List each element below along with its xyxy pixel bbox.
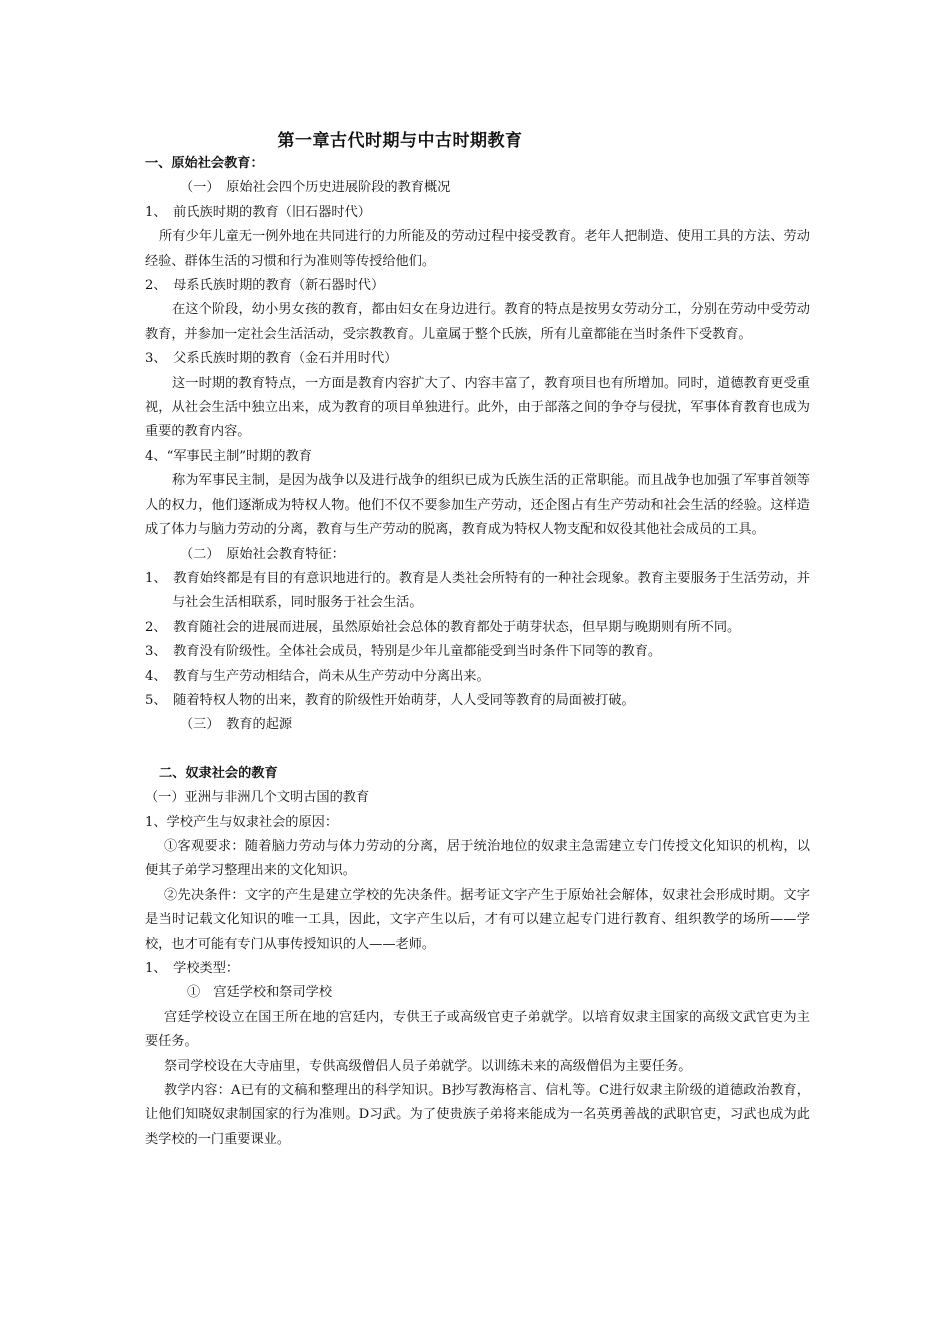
- subsection-heading: （二） 原始社会教育特征：: [180, 546, 345, 562]
- spacer: [145, 738, 810, 762]
- list-subitem-heading: ① 宫廷学校和祭司学校: [187, 985, 333, 1001]
- list-item-heading: 3、 父系氏族时期的教育（金石并用时代）: [145, 351, 398, 367]
- paragraph: 在这个阶段，幼小男女孩的教育，都由妇女在身边进行。教育的特点是按男女劳动分工，分别在劳动中受劳动教育，并参加一定社会生活活动，受宗教教育。儿童属于整个氏族，所有儿童都能在当时条件下受教育。: [145, 302, 810, 342]
- list-item-heading: 4、“军事民主制”时期的教育: [145, 448, 312, 464]
- page-title: 第一章古代时期与中古时期教育: [277, 131, 523, 151]
- subsection-heading: （三） 教育的起源: [180, 717, 293, 733]
- paragraph: ①客观要求：随着脑力劳动与体力劳动的分离，居于统治地位的奴隶主急需建立专门传授文化知识的机构，以便其子弟学习整理出来的文化知识。: [145, 838, 810, 879]
- list-item: 1、 教育始终都是有目的有意识地进行的。教育是人类社会所特有的一种社会现象。教育主要服务于生活劳动，并与社会生活相联系，同时服务于社会生活。: [145, 570, 810, 611]
- list-item: 5、 随着特权人物的出来，教育的阶级性开始萌芽，人人受同等教育的局面被打破。: [145, 692, 635, 708]
- paragraph: 宫廷学校设立在国王所在地的宫廷内，专供王子或高级官吏子弟就学。以培育奴隶主国家的高级文武官吏为主要任务。: [145, 1009, 810, 1050]
- list-item-heading: 1、 前氏族时期的教育（旧石器时代）: [145, 204, 371, 220]
- section-heading: 二、奴隶社会的教育: [159, 765, 278, 781]
- list-item: 3、 教育没有阶级性。全体社会成员，特别是少年儿童都能受到当时条件下同等的教育。: [145, 644, 662, 660]
- list-item: 2、 教育随社会的进展而进展，虽然原始社会总体的教育都处于萌芽状态，但早期与晚期则有所不同。: [145, 619, 741, 635]
- list-item-heading: 1、学校产生与奴隶社会的原因：: [145, 814, 339, 830]
- paragraph: 教学内容：A已有的文稿和整理出的科学知识。B抄写教海格言、信札等。C进行奴隶主阶级的道德政治教育，让他们知晓奴隶制国家的行为准则。D习武。为了使贵族子弟将来能成为一名英勇善战的武职官吏，习武也成为此类学校的一门重要课业。: [145, 1083, 810, 1147]
- paragraph: 这一时期的教育特点，一方面是教育内容扩大了、内容丰富了，教育项目也有所增加。同时，道德教育更受重视，从社会生活中独立出来，成为教育的项目单独进行。此外，由于部落之间的争夺与侵扰，军事体育教育也成为重要的教育内容。: [145, 375, 810, 440]
- document-body: [145, 152, 810, 1152]
- paragraph: 所有少年儿童无一例外地在共同进行的力所能及的劳动过程中接受教育。老年人把制造、使用工具的方法、劳动经验、群体生活的习惯和行为准则等传授给他们。: [145, 229, 810, 269]
- subsection-heading: （一） 原始社会四个历史进展阶段的教育概况: [180, 180, 451, 196]
- paragraph: 称为军事民主制，是因为战争以及进行战争的组织已成为氏族生活的正常职能。而且战争也加强了军事首领等人的权力，他们逐渐成为特权人物。他们不仅不要参加生产劳动，还企图占有生产劳动和社会生活的经验。这样造成了体力与脑力劳动的分离，教育与生产劳动的脱离，教育成为特权人物支配和奴役其他社会成员的工具。: [145, 473, 810, 538]
- list-item: 4、 教育与生产劳动相结合，尚未从生产劳动中分离出来。: [145, 668, 490, 684]
- paragraph: 祭司学校设在大寺庙里，专供高级僧侣人员子弟就学。以训练未来的高级僧侣为主要任务。: [164, 1058, 692, 1074]
- list-item-heading: 1、 学校类型：: [145, 961, 240, 976]
- section-heading: 一、原始社会教育：: [145, 156, 264, 171]
- list-item-heading: 2、 母系氏族时期的教育（新石器时代）: [145, 278, 385, 294]
- subsection-heading: （一）亚洲与非洲几个文明古国的教育: [145, 790, 370, 806]
- paragraph: ②先决条件：文字的产生是建立学校的先决条件。据考证文字产生于原始社会解体，奴隶社会形成时期。文字是当时记载文化知识的唯一工具，因此，文字产生以后，才有可以建立起专门进行教育、组织教学的场所——学校，也才可能有专门从事传授知识的人——老师。: [145, 887, 810, 952]
